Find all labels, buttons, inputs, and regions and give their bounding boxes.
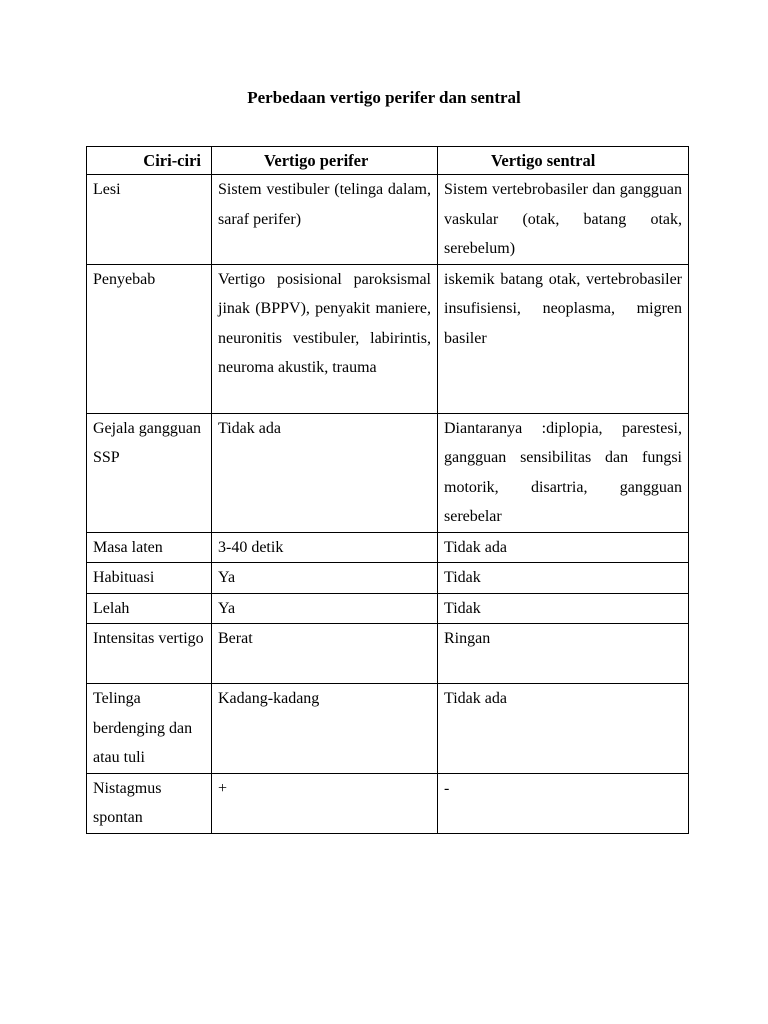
row-perifer: 3-40 detik <box>212 532 438 563</box>
table-row <box>87 684 689 774</box>
row-feature: Nistagmus spontan <box>87 773 212 833</box>
table-row <box>87 624 689 684</box>
row-perifer: Kadang-kadang <box>212 684 438 774</box>
row-feature: Gejala gangguan SSP <box>87 413 212 532</box>
row-perifer: Sistem vestibuler (telinga dalam, saraf perifer) <box>212 175 438 265</box>
row-feature: Habituasi <box>87 563 212 594</box>
row-feature: Penyebab <box>87 264 212 413</box>
table-row <box>87 175 689 265</box>
header-vertigo-sentral: Vertigo sentral <box>438 147 689 175</box>
row-sentral: Tidak <box>438 593 689 624</box>
table-row <box>87 563 689 594</box>
header-ciri-ciri: Ciri-ciri <box>87 147 212 175</box>
header-vertigo-perifer: Vertigo perifer <box>212 147 438 175</box>
row-sentral: - <box>438 773 689 833</box>
row-sentral: iskemik batang otak, vertebrobasiler insufisiensi, neoplasma, migren basiler <box>438 264 689 413</box>
table-row <box>87 413 689 532</box>
row-feature: Masa laten <box>87 532 212 563</box>
table-row <box>87 532 689 563</box>
table-row <box>87 264 689 413</box>
row-sentral: Tidak <box>438 563 689 594</box>
row-sentral: Tidak ada <box>438 532 689 563</box>
row-perifer: Vertigo posisional paroksismal jinak (BPPV), penyakit maniere, neuronitis vestibuler, labirintis, neuroma akustik, trauma <box>212 264 438 413</box>
row-sentral: Sistem vertebrobasiler dan gangguan vaskular (otak, batang otak, serebelum) <box>438 175 689 265</box>
row-feature: Telinga berdenging dan atau tuli <box>87 684 212 774</box>
row-sentral: Diantaranya :diplopia, parestesi, gangguan sensibilitas dan fungsi motorik, disartria, gangguan serebelar <box>438 413 689 532</box>
table-row <box>87 593 689 624</box>
row-sentral: Ringan <box>438 624 689 684</box>
table-row <box>87 773 689 833</box>
table-header-row <box>87 147 689 175</box>
row-feature: Intensitas vertigo <box>87 624 212 684</box>
row-perifer: Ya <box>212 593 438 624</box>
row-feature: Lelah <box>87 593 212 624</box>
row-perifer: Ya <box>212 563 438 594</box>
row-sentral: Tidak ada <box>438 684 689 774</box>
row-perifer: Berat <box>212 624 438 684</box>
page-title: Perbedaan vertigo perifer dan sentral <box>247 88 521 107</box>
row-feature: Lesi <box>87 175 212 265</box>
row-perifer: Tidak ada <box>212 413 438 532</box>
row-perifer: + <box>212 773 438 833</box>
comparison-table <box>86 146 689 834</box>
